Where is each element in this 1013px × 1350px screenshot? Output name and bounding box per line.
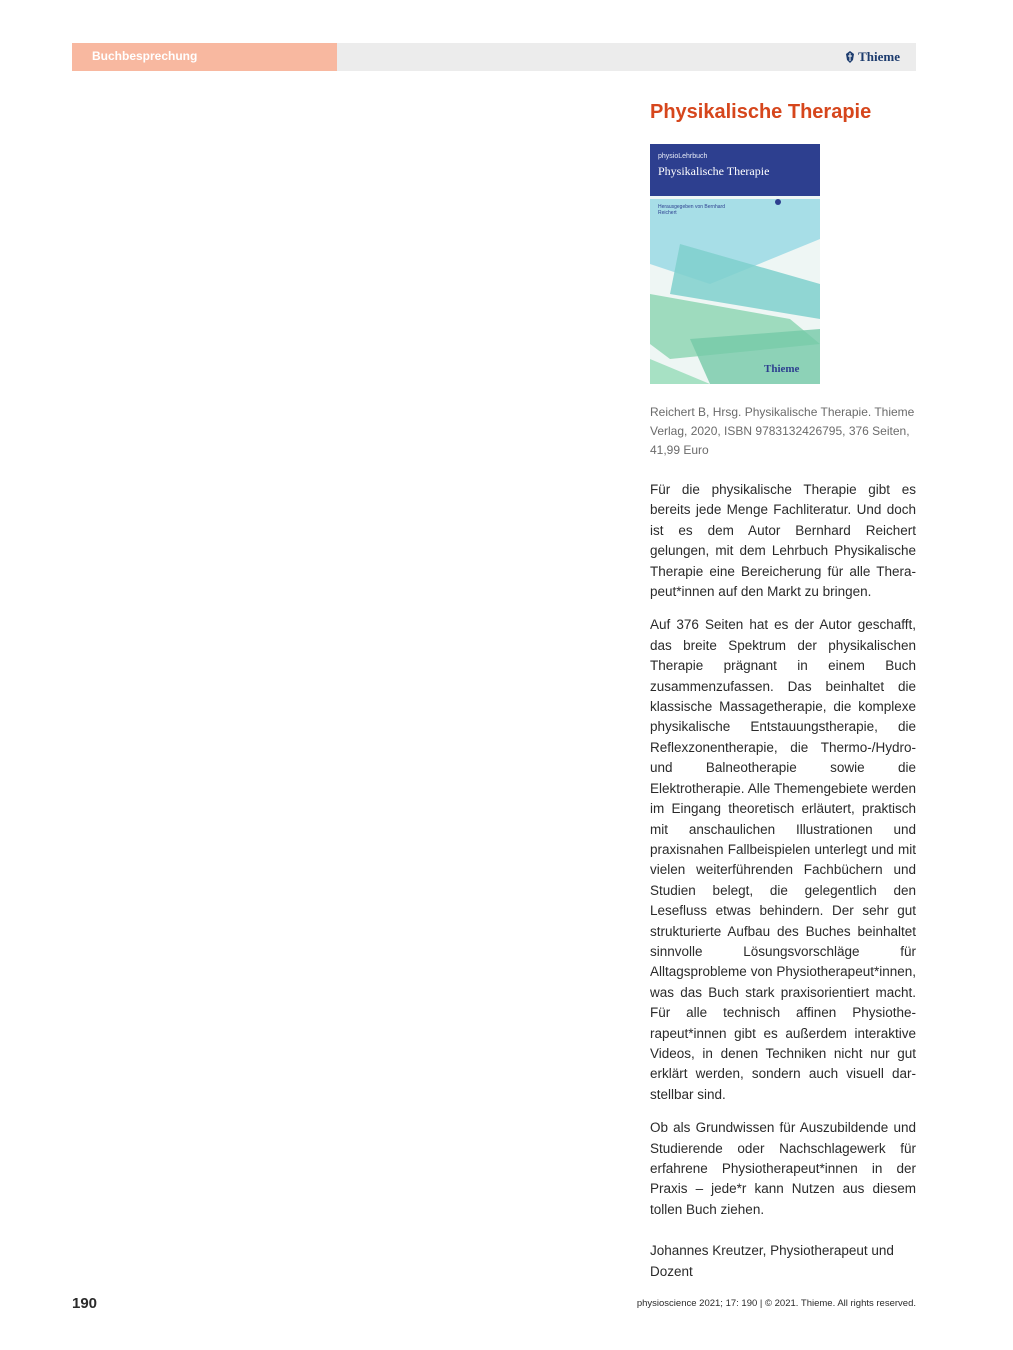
publisher-logo bbox=[845, 49, 900, 65]
book-reference: Reichert B, Hrsg. Physikalische Therapie. Thieme Verlag, 2020, ISBN 9783132426795, 376 Seiten, 41,99 Euro bbox=[650, 405, 915, 457]
cover-title: Physikalische Therapie bbox=[658, 164, 770, 178]
section-label: Buchbesprechung bbox=[92, 49, 198, 63]
article-title: Physikalische Therapie bbox=[650, 101, 872, 123]
publisher-name: Thieme bbox=[858, 49, 900, 64]
page-number: 190 bbox=[72, 1295, 98, 1312]
cover-series: physioLehrbuch bbox=[658, 153, 708, 160]
paragraph: Für die physikalische Therapie gibt es bereits jede Menge Fachliteratur. Und doch ist es dem Autor Bernhard Reichert gelungen, mit dem Lehrbuch Physikalische Therapie eine Bereicherung für alle Therapeut*innen auf den Markt zu bringen. bbox=[650, 482, 916, 600]
paragraph: Auf 376 Seiten hat es der Autor geschafft, das breite Spektrum der physikalischen Therapie prägnant in einem Buch zusammenzufassen. Das beinhaltet die klassische Massagetherapie, die komplexe physikalische Entstauungstherapie, die Reflexzonentherapie, die Thermo-/Hydro- und Balneotherapie sowie die Elektrotherapie. Alle Themengebiete werden im Eingang theoretisch erläutert, praktisch mit anschaulichen Illustrationen und praxisnahen Fallbeispielen unterlegt und mit vielen weiterführenden Fachbüchern und Studien belegt, die gelegentlich den Lesefluss etwas behindern. Der sehr gut strukturierte Aufbau des Buches beinhaltet sinnvolle Lösungsvorschläge für Alltagsprobleme von Physiotherapeut*innen, was das Buch stark praxisorientiert macht. Für alle technisch affinen Physiotherapeut*innen gibt es außerdem interaktive Videos, in denen Techniken nicht nur gut erklärt werden, sondern auch visuell darstellbar sind. bbox=[650, 617, 916, 1102]
thieme-emblem-icon bbox=[845, 51, 855, 63]
cover-header bbox=[650, 144, 820, 196]
review-author: Johannes Kreutzer, Physiotherapeut und Dozent bbox=[650, 1243, 894, 1279]
header-bar bbox=[72, 43, 916, 71]
cover-logo: Thieme bbox=[764, 363, 800, 375]
book-cover bbox=[650, 144, 820, 384]
paragraph: Ob als Grundwissen für Auszubildende und Studierende oder Nachschlagewerk für erfahrene Physiotherapeut*innen in der Praxis – jede*r kann Nutzen aus diesem tollen Buch ziehen. bbox=[650, 1120, 916, 1217]
cover-editor: Herausgegeben von Bernhard Reichert bbox=[658, 204, 725, 216]
footer-citation: physioscience 2021; 17: 190 | © 2021. Thieme. All rights reserved. bbox=[636, 1298, 916, 1309]
section-tag bbox=[72, 43, 337, 71]
review-body bbox=[650, 480, 916, 1295]
